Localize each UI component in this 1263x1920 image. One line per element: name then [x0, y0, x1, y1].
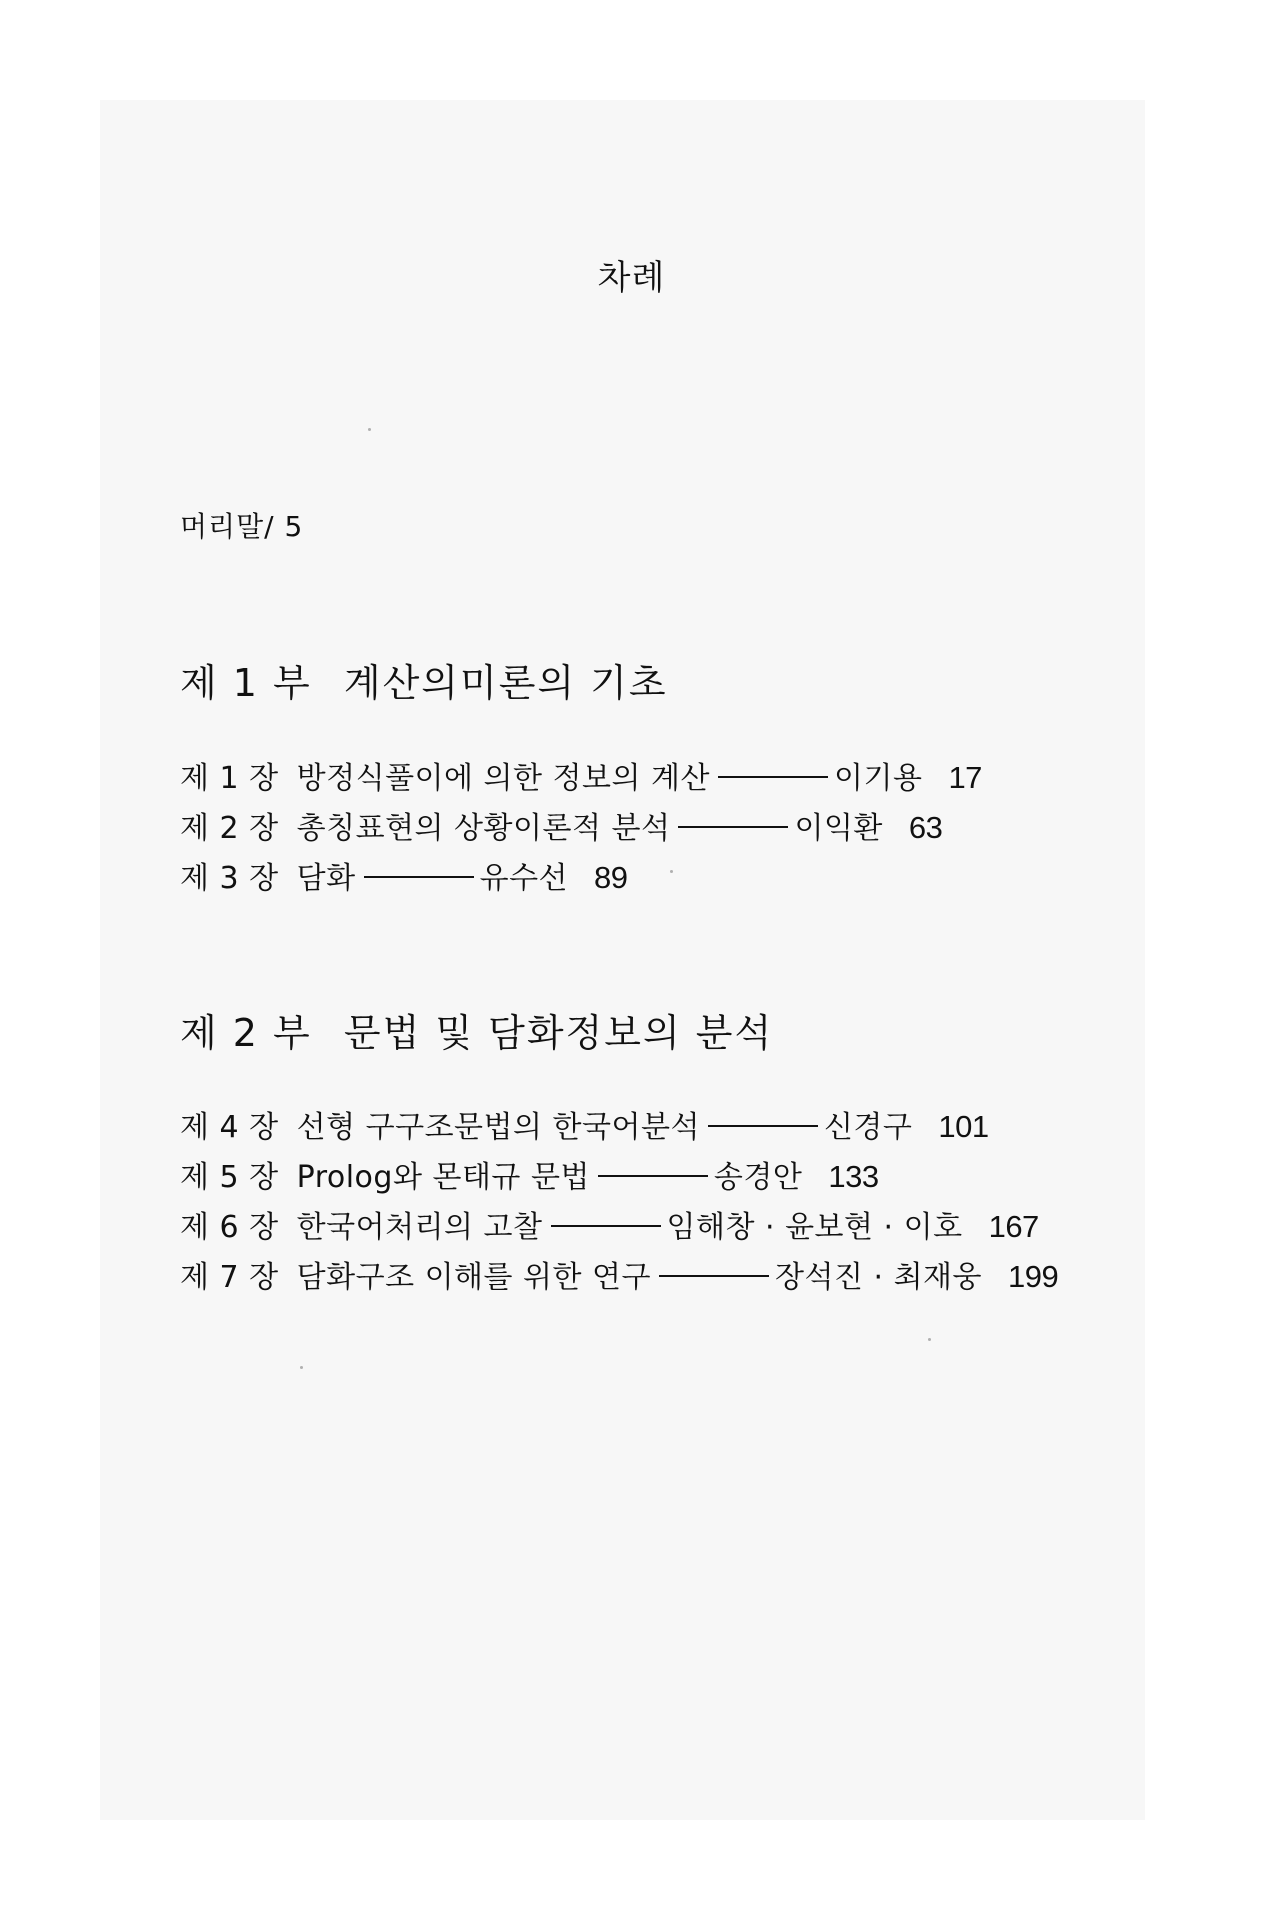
chapter-number: 제 3 장 [180, 861, 279, 896]
toc-entry-chapter-3 [180, 853, 628, 897]
part-title: 문법 및 담화정보의 분석 [343, 1011, 774, 1055]
chapter-page: 17 [948, 760, 982, 795]
toc-entry-chapter-7 [180, 1252, 1058, 1296]
chapter-title: 방정식풀이에 의한 정보의 계산 [296, 761, 710, 796]
chapter-author: 이기용 [833, 761, 923, 796]
preface-entry: 머리말/ 5 [180, 510, 304, 543]
page-background [100, 100, 1145, 1820]
toc-entry-chapter-2 [180, 803, 942, 847]
chapter-title: 총칭표현의 상황이론적 분석 [296, 811, 671, 846]
scan-speck [670, 870, 673, 873]
part-number: 제 1 부 [180, 661, 312, 705]
scan-speck [300, 1366, 303, 1369]
chapter-number: 제 6 장 [180, 1210, 279, 1245]
chapter-page: 101 [938, 1109, 989, 1144]
scan-speck [928, 1338, 931, 1341]
chapter-author: 임해창 · 윤보현 · 이호 [666, 1210, 963, 1245]
leader-dash [598, 1175, 708, 1177]
part-number: 제 2 부 [180, 1011, 312, 1055]
chapter-author: 이익환 [794, 811, 883, 846]
chapter-page: 89 [594, 860, 628, 895]
chapter-title: Prolog와 몬태규 문법 [296, 1160, 590, 1195]
chapter-title: 담화구조 이해를 위한 연구 [296, 1260, 652, 1295]
toc-entry-chapter-5 [180, 1152, 879, 1196]
chapter-number: 제 2 장 [180, 811, 279, 846]
leader-dash [551, 1225, 661, 1227]
chapter-author: 신경구 [823, 1110, 913, 1145]
leader-dash [364, 876, 474, 878]
toc-entry-chapter-4 [180, 1102, 989, 1146]
leader-dash [659, 1275, 769, 1277]
page-title: 차례 [597, 258, 666, 298]
part-heading-1 [180, 652, 668, 707]
toc-entry-chapter-1 [180, 753, 982, 797]
chapter-title: 담화 [296, 861, 356, 896]
part-title: 계산의미론의 기초 [343, 661, 668, 705]
part-heading-2 [180, 1002, 773, 1057]
chapter-author: 송경안 [713, 1160, 803, 1195]
chapter-number: 제 1 장 [180, 761, 279, 796]
leader-dash [708, 1125, 818, 1127]
chapter-page: 63 [908, 810, 943, 845]
chapter-author: 장석진 · 최재웅 [775, 1260, 983, 1295]
chapter-number: 제 4 장 [180, 1110, 279, 1145]
leader-dash [718, 776, 828, 778]
chapter-author: 유수선 [479, 861, 569, 896]
leader-dash [678, 826, 788, 828]
chapter-number: 제 5 장 [180, 1160, 279, 1195]
chapter-page: 133 [828, 1159, 879, 1194]
chapter-page: 167 [988, 1209, 1039, 1244]
chapter-title: 한국어처리의 고찰 [296, 1210, 543, 1245]
scan-speck [368, 428, 371, 431]
toc-entry-chapter-6 [180, 1202, 1039, 1246]
chapter-number: 제 7 장 [180, 1260, 279, 1295]
chapter-title: 선형 구구조문법의 한국어분석 [296, 1110, 700, 1145]
chapter-page: 199 [1008, 1259, 1059, 1294]
